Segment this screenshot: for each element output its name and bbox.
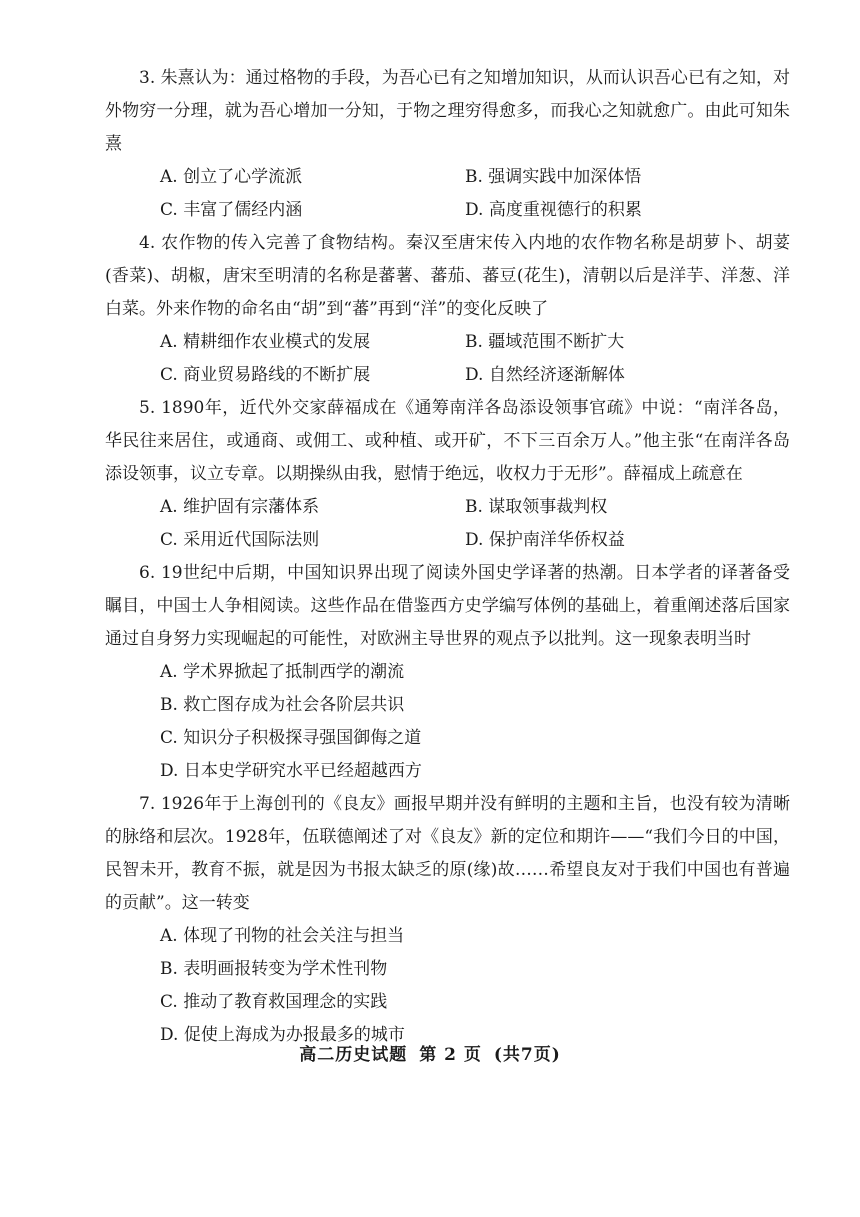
question-3 <box>105 62 790 227</box>
option-d: D. 高度重视德行的积累 <box>465 200 642 220</box>
option-a: A. 体现了刊物的社会关注与担当 <box>160 926 405 946</box>
option-c: C. 推动了教育救国理念的实践 <box>160 992 388 1012</box>
option-b: B. 疆域范围不断扩大 <box>465 332 625 352</box>
option-c: C. 采用近代国际法则 <box>160 530 320 550</box>
question-7 <box>105 788 790 1052</box>
option-row <box>105 326 790 359</box>
option-b: B. 谋取领事裁判权 <box>465 497 608 517</box>
option-row <box>105 524 790 557</box>
option-row <box>105 161 790 194</box>
question-5 <box>105 392 790 557</box>
option-b: B. 救亡图存成为社会各阶层共识 <box>160 695 405 715</box>
question-6 <box>105 557 790 788</box>
page-footer <box>0 1040 860 1065</box>
question-stem: 6. 19世纪中后期，中国知识界出现了阅读外国史学译著的热潮。日本学者的译著备受瞩目，中国士人争相阅读。这些作品在借鉴西方史学编写体例的基础上，着重阐述落后国家通过自身努力实现崛起的可能性，对欧洲主导世界的观点予以批判。这一现象表明当时 <box>105 563 790 649</box>
option-d: D. 日本史学研究水平已经超越西方 <box>160 761 422 781</box>
option-a: A. 创立了心学流派 <box>160 167 303 187</box>
option-d: D. 自然经济逐渐解体 <box>465 365 625 385</box>
option-b: B. 强调实践中加深体悟 <box>465 167 642 187</box>
question-4 <box>105 227 790 392</box>
option-d: D. 保护南洋华侨权益 <box>465 530 625 550</box>
option-a: A. 学术界掀起了抵制西学的潮流 <box>160 662 405 682</box>
option-row <box>105 194 790 227</box>
option-d: D. 促使上海成为办报最多的城市 <box>160 1025 405 1045</box>
question-stem: 4. 农作物的传入完善了食物结构。秦汉至唐宋传入内地的农作物名称是胡萝卜、胡荽(香菜)、胡椒，唐宋至明清的名称是蕃薯、蕃茄、蕃豆(花生)，清朝以后是洋芋、洋葱、洋白菜。外来作物的命名由“胡”到“蕃”再到“洋”的变化反映了 <box>105 233 790 319</box>
option-b: B. 表明画报转变为学术性刊物 <box>160 959 388 979</box>
question-stem: 3. 朱熹认为：通过格物的手段，为吾心已有之知增加知识，从而认识吾心已有之知，对外物穷一分理，就为吾心增加一分知，于物之理穷得愈多，而我心之知就愈广。由此可知朱熹 <box>105 68 790 154</box>
option-row <box>105 359 790 392</box>
option-a: A. 精耕细作农业模式的发展 <box>160 332 371 352</box>
option-row <box>105 491 790 524</box>
question-stem: 5. 1890年，近代外交家薛福成在《通筹南洋各岛添设领事官疏》中说：“南洋各岛，华民往来居住，或通商、或佣工、或种植、或开矿，不下三百余万人。”他主张“在南洋各岛添设领事，议立专章。以期操纵由我，慰情于绝远，收权力于无形”。薛福成上疏意在 <box>105 398 790 484</box>
option-c: C. 知识分子积极探寻强国御侮之道 <box>160 728 422 748</box>
footer-page-number: 第 2 页 <box>419 1045 482 1065</box>
option-c: C. 丰富了儒经内涵 <box>160 200 303 220</box>
option-a: A. 维护固有宗藩体系 <box>160 497 320 517</box>
footer-total-pages: (共7页) <box>493 1045 561 1065</box>
option-c: C. 商业贸易路线的不断扩展 <box>160 365 371 385</box>
footer-subject: 高二历史试题 <box>299 1045 408 1065</box>
question-stem: 7. 1926年于上海创刊的《良友》画报早期并没有鲜明的主题和主旨，也没有较为清晰的脉络和层次。1928年，伍联德阐述了对《良友》新的定位和期许——“我们今日的中国，民智未开，教育不振，就是因为书报太缺乏的原(缘)故……希望良友对于我们中国也有普遍的贡献”。这一转变 <box>105 794 790 913</box>
